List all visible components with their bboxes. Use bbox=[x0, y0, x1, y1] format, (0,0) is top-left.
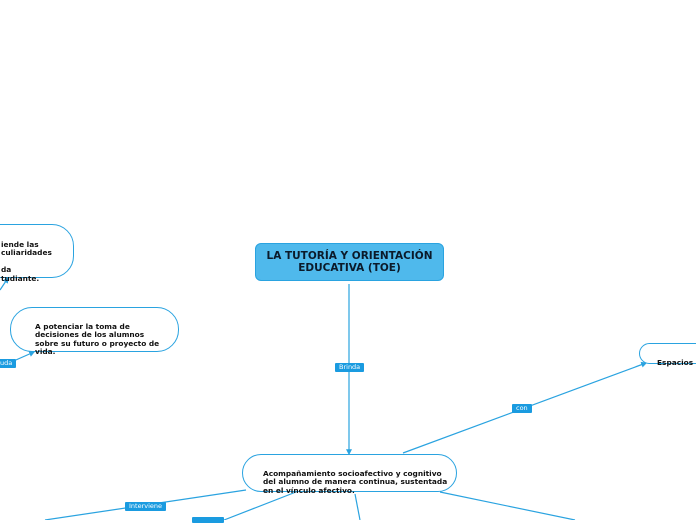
spaces-text: Espacios bbox=[657, 357, 694, 367]
decisions-node[interactable] bbox=[10, 307, 179, 357]
peculiarities-text: iende las culiaridades da tudiante. bbox=[1, 239, 52, 283]
link-accompaniment-down bbox=[355, 494, 360, 520]
spaces-node[interactable] bbox=[639, 343, 696, 367]
main-topic-node[interactable] bbox=[255, 243, 444, 281]
decisions-text: A potenciar la toma de decisiones de los alumnos sobre su futuro o proyecto de vida. bbox=[35, 321, 160, 357]
brinda-label[interactable]: Brinda bbox=[335, 363, 364, 372]
interviene-label[interactable]: Interviene bbox=[125, 502, 166, 511]
link-accompaniment-down-right bbox=[440, 492, 575, 520]
accompaniment-node[interactable] bbox=[242, 454, 457, 495]
con-label[interactable]: con bbox=[512, 404, 532, 413]
peculiarities-node[interactable] bbox=[0, 224, 74, 283]
accompaniment-text: Acompañamiento socioafectivo y cognitivo del alumno de manera continua, sustentada en el vínculo afectivo. bbox=[263, 468, 448, 495]
unlabeled-connector-tag[interactable] bbox=[192, 517, 224, 523]
ayuda-label[interactable]: uda bbox=[0, 359, 16, 368]
main-topic-text: LA TUTORÍA Y ORIENTACIÓN EDUCATIVA (TOE) bbox=[266, 249, 433, 274]
link-accompaniment-down-left bbox=[224, 492, 296, 520]
